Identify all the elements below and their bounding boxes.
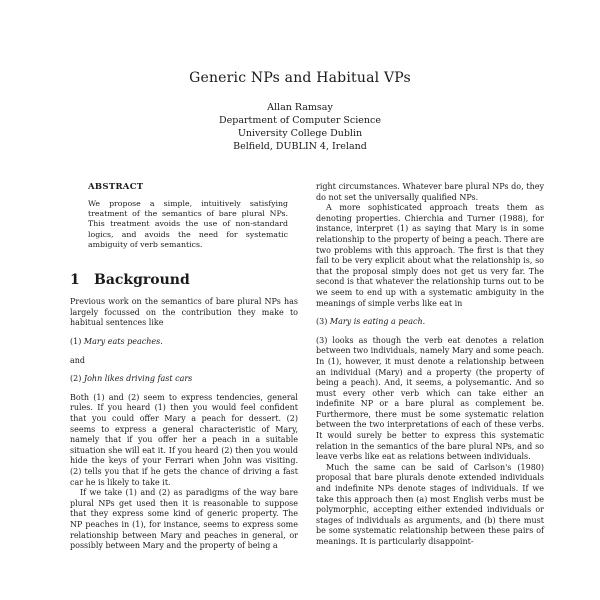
section-title: Background [94,271,190,288]
example-1 [70,337,298,348]
and-connector: and [70,355,86,365]
section1-paragraph-3: If we take (1) and (2) as paradigms of the way bare plural NPs get used then it is reasonable to suppose that they express some kind of generic property. The NP peaches in (1), for instance, seems to express some relationship between Mary and peaches in general, or possibly between Mary and the property of being a [70,488,298,551]
right-paragraph-2: A more sophisticated approach treats them as denoting properties. Chierchia and Turner (1988), for instance, interpret (1) as saying that Mary is in some relationship to the property of being a peach. There are two problems with this approach. The first is that they fail to be very explicit about what the relationship is, so that the proposal simply does not get us very far. The second is that whatever the relationship turns out to be we seem to end up with a systematic ambiguity in the meanings of simple verbs like eat in [316,203,544,308]
paper-title: Generic NPs and Habitual VPs [189,70,411,86]
author-name: Allan Ramsay [267,102,333,113]
example-3-label: (3) [316,317,328,327]
right-paragraph-4: Much the same can be said of Carlson's (1980) proposal that bare plurals denote extended individuals and indefinite NPs denote stages of individuals. If we take this approach then (a) most English verbs must be polymorphic, accepting either extended individuals or stages of individuals as arguments, and (b) there must be some systematic relationship between these pairs of meanings. It is particularly disappoint- [316,462,544,546]
example-3 [316,317,544,328]
right-paragraph-1: right circumstances. Whatever bare plural NPs do, they do not set the universally qualified NPs. [316,182,544,202]
abstract-heading: ABSTRACT [88,182,144,192]
right-column [316,182,544,548]
section1-paragraph-1: Previous work on the semantics of bare plural NPs has largely focussed on the contribution they make to habitual sentences like [70,297,298,328]
example-2-text: John likes driving fast cars [83,374,193,384]
example-2-label: (2) [70,374,82,384]
author-institution: University College Dublin [237,128,363,139]
author-block [0,101,600,153]
left-column [70,182,298,552]
right-paragraph-3: (3) looks as though the verb eat denotes a relation between two individuals, namely Mary and some peach. In (1), however, it must denote a relationship between an individual (Mary) and a property (the property of being a peach). And, it seems, a polysemantic. And so must every other verb which can take either an indefinite NP or a bare plural as complement be. Furthermore, there must be some systematic relation between the two interpretations of each of these verbs. It would surely be better to express this systematic relation in the semantics of the bare plural NPs, and so leave verbs like eat as relations between individuals. [316,335,544,462]
section1-paragraph-2: Both (1) and (2) seem to express tendencies, general rules. If you heard (1) then you would feel confident that you could offer Mary a peach for dessert. (2) seems to express a general characteristic of Mary, namely that if you offer her a peach in a suitable situation she will eat it. If you heard (2) then you would hide the keys of your Ferrari when John was visiting. (2) tells you that if he gets the chance of driving a fast car he is likely to take it. [70,392,298,487]
abstract-text: We propose a simple, intuitively satisfying treatment of the semantics of bare plural NPs. This treatment avoids the use of non-standard logics, and avoids the need for systematic ambiguity of verb semantics. [88,198,288,250]
example-1-label: (1) [70,337,82,346]
section-number: 1 [70,271,80,288]
example-1-text: Mary eats peaches. [83,337,163,346]
example-2 [70,374,298,385]
example-3-text: Mary is eating a peach. [329,317,426,327]
section-heading [70,271,298,288]
author-department: Department of Computer Science [219,115,381,126]
author-address: Belfield, DUBLIN 4, Ireland [233,141,367,152]
